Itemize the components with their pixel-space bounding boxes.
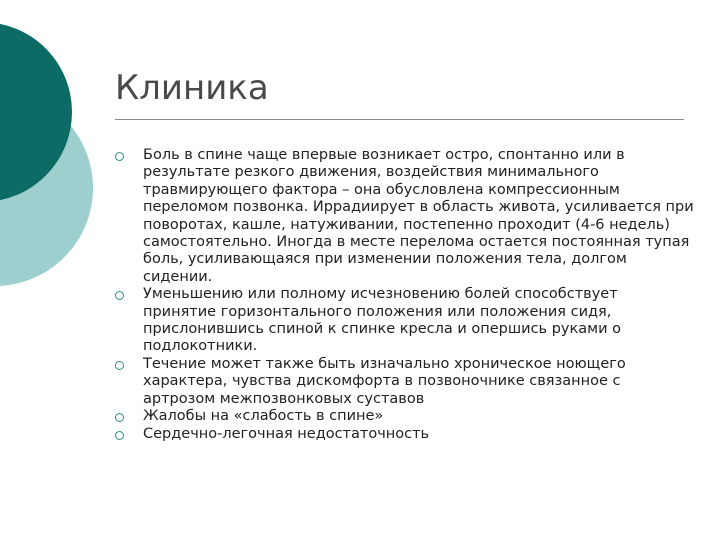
bullet-circle-icon bbox=[115, 152, 124, 161]
bullet-text: Сердечно-легочная недостаточность bbox=[143, 425, 430, 442]
bullet-circle-icon bbox=[115, 413, 124, 422]
slide-title: Клиника bbox=[115, 68, 269, 108]
bullet-circle-icon bbox=[115, 431, 124, 440]
bullet-text: Боль в спине чаще впервые возникает остро, спонтанно или в результате резкого движения, воздействия минимального травмирующего фактора – она обусловлена компрессионным переломом позвонка. Иррадиирует в область живота, усиливается при поворотах, кашле, натуживании, постепенно проходит (4-6 недель) самостоятельно. Иногда в месте перелома остается постоянная тупая боль, усиливающаяся при изменении положения тела, долгом сидении. bbox=[143, 147, 694, 285]
decorative-circles bbox=[0, 0, 110, 300]
title-divider bbox=[115, 119, 684, 120]
bullet-item bbox=[110, 147, 695, 286]
bullet-item bbox=[110, 286, 695, 356]
bullet-list bbox=[110, 147, 695, 443]
bullet-item bbox=[110, 408, 695, 425]
bullet-text: Течение может также быть изначально хроническое ноющего характера, чувства дискомфорта в позвоночнике связанное с артрозом межпозвонковых суставов bbox=[143, 355, 626, 407]
bullet-item bbox=[110, 426, 695, 443]
bullet-text: Уменьшению или полному исчезновению болей способствует принятие горизонтального положения или положения сидя, прислонившись спиной к спинке кресла и опершись руками о подлокотники. bbox=[143, 286, 621, 355]
bullet-circle-icon bbox=[115, 291, 124, 300]
bullet-circle-icon bbox=[115, 361, 124, 370]
bullet-text: Жалобы на «слабость в спине» bbox=[143, 408, 384, 425]
bullet-item bbox=[110, 356, 695, 408]
